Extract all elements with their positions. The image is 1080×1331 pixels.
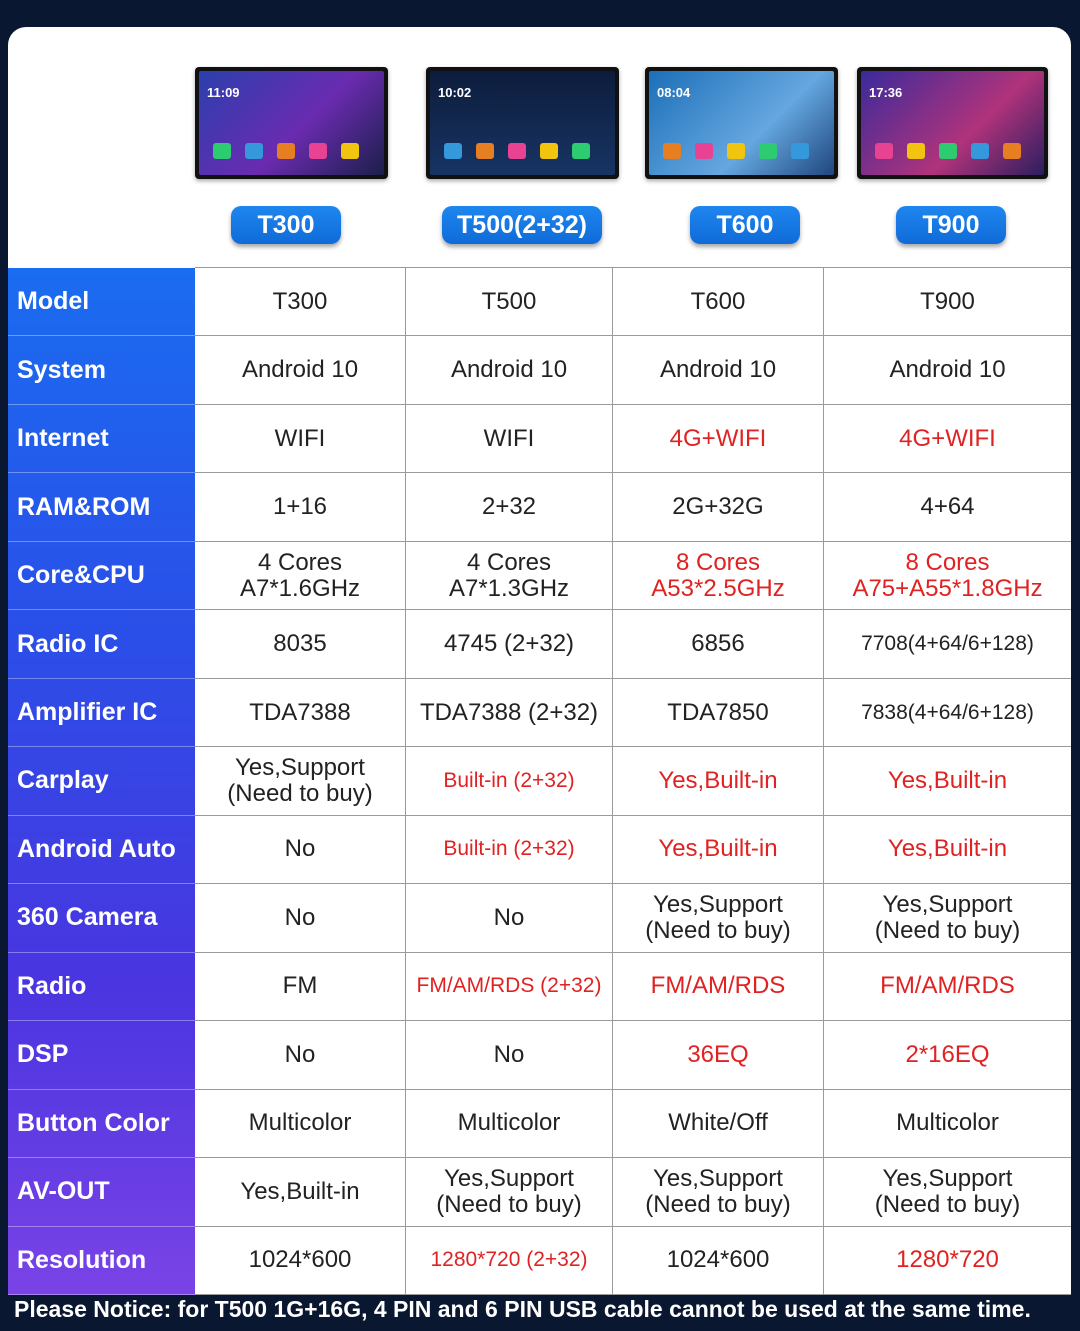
- row-label: Android Auto: [8, 816, 195, 884]
- spec-cell: Yes,Support (Need to buy): [824, 884, 1071, 952]
- row-label: Resolution: [8, 1227, 195, 1295]
- spec-cell: 1024*600: [195, 1227, 406, 1295]
- app-tile-icon: [791, 143, 809, 159]
- spec-cell: FM: [195, 953, 406, 1021]
- comparison-card: [8, 27, 1071, 1295]
- app-tile-icon: [1003, 143, 1021, 159]
- spec-cell: FM/AM/RDS: [613, 953, 824, 1021]
- app-tile-icon: [277, 143, 295, 159]
- spec-cell: 6856: [613, 610, 824, 678]
- app-tile-icon: [727, 143, 745, 159]
- spec-cell: WIFI: [406, 405, 613, 473]
- spec-cell: Yes,Support (Need to buy): [195, 747, 406, 815]
- spec-cell: WIFI: [195, 405, 406, 473]
- screen-clock: 17:36: [869, 85, 903, 100]
- spec-cell: Android 10: [195, 336, 406, 404]
- row-label: 360 Camera: [8, 884, 195, 952]
- spec-cell: Android 10: [613, 336, 824, 404]
- spec-cell: TDA7388 (2+32): [406, 679, 613, 747]
- spec-cell: 4745 (2+32): [406, 610, 613, 678]
- spec-cell: 1+16: [195, 473, 406, 541]
- spec-cell: Built-in (2+32): [406, 747, 613, 815]
- app-tile-icon: [939, 143, 957, 159]
- spec-cell: No: [195, 884, 406, 952]
- spec-cell: Yes,Support (Need to buy): [406, 1158, 613, 1226]
- spec-cell: No: [195, 1021, 406, 1089]
- app-tile-icon: [341, 143, 359, 159]
- app-tile-icon: [572, 143, 590, 159]
- spec-cell: 2+32: [406, 473, 613, 541]
- app-tile-icon: [245, 143, 263, 159]
- model-badge-2: T500(2+32): [442, 206, 602, 244]
- spec-cell: Multicolor: [195, 1090, 406, 1158]
- screen-clock: 10:02: [438, 85, 472, 100]
- product-image-4: [857, 67, 1048, 179]
- row-label: Button Color: [8, 1090, 195, 1158]
- product-image-1: [195, 67, 388, 179]
- app-tile-icon: [476, 143, 494, 159]
- spec-cell: 4G+WIFI: [824, 405, 1071, 473]
- spec-cell: Android 10: [406, 336, 613, 404]
- spec-cell: Yes,Support (Need to buy): [613, 1158, 824, 1226]
- spec-cell: 8 Cores A53*2.5GHz: [613, 542, 824, 610]
- spec-cell: T900: [824, 268, 1071, 336]
- spec-cell: Yes,Built-in: [824, 816, 1071, 884]
- row-label: Radio IC: [8, 610, 195, 678]
- spec-cell: 4 Cores A7*1.6GHz: [195, 542, 406, 610]
- screen-clock: 11:09: [207, 85, 240, 100]
- row-label: DSP: [8, 1021, 195, 1089]
- spec-cell: FM/AM/RDS: [824, 953, 1071, 1021]
- spec-cell: Yes,Built-in: [613, 747, 824, 815]
- spec-cell: No: [195, 816, 406, 884]
- spec-cell: 4G+WIFI: [613, 405, 824, 473]
- spec-cell: Built-in (2+32): [406, 816, 613, 884]
- spec-cell: FM/AM/RDS (2+32): [406, 953, 613, 1021]
- spec-cell: No: [406, 1021, 613, 1089]
- spec-cell: Yes,Built-in: [195, 1158, 406, 1226]
- spec-cell: 8 Cores A75+A55*1.8GHz: [824, 542, 1071, 610]
- app-tile-icon: [309, 143, 327, 159]
- notice-text: Please Notice: for T500 1G+16G, 4 PIN and 6 PIN USB cable cannot be used at the same time.: [14, 1296, 1031, 1322]
- head-unit-screen: [861, 71, 1044, 175]
- spec-cell: 7708(4+64/6+128): [824, 610, 1071, 678]
- spec-cell: 36EQ: [613, 1021, 824, 1089]
- spec-cell: T600: [613, 268, 824, 336]
- app-tile-icon: [759, 143, 777, 159]
- app-tile-icon: [444, 143, 462, 159]
- spec-cell: 4 Cores A7*1.3GHz: [406, 542, 613, 610]
- spec-cell: 8035: [195, 610, 406, 678]
- app-tile-icon: [907, 143, 925, 159]
- model-badge-1: T300: [231, 206, 341, 244]
- app-tile-icon: [875, 143, 893, 159]
- model-badge-4: T900: [896, 206, 1006, 244]
- row-label: System: [8, 336, 195, 404]
- row-label: RAM&ROM: [8, 473, 195, 541]
- product-image-3: [645, 67, 838, 179]
- spec-cell: 2*16EQ: [824, 1021, 1071, 1089]
- spec-cell: TDA7388: [195, 679, 406, 747]
- product-image-2: [426, 67, 619, 179]
- app-tile-icon: [540, 143, 558, 159]
- spec-cell: TDA7850: [613, 679, 824, 747]
- spec-cell: T300: [195, 268, 406, 336]
- spec-cell: 7838(4+64/6+128): [824, 679, 1071, 747]
- spec-cell: No: [406, 884, 613, 952]
- app-tile-icon: [971, 143, 989, 159]
- row-label: Carplay: [8, 747, 195, 815]
- spec-label-column: [8, 268, 195, 1295]
- spec-cell: Yes,Support (Need to buy): [824, 1158, 1071, 1226]
- spec-cell: Yes,Support (Need to buy): [613, 884, 824, 952]
- spec-cell: 4+64: [824, 473, 1071, 541]
- spec-cell: T500: [406, 268, 613, 336]
- row-label: AV-OUT: [8, 1158, 195, 1226]
- screen-clock: 08:04: [657, 85, 691, 100]
- app-tile-icon: [663, 143, 681, 159]
- spec-cell: 1024*600: [613, 1227, 824, 1295]
- spec-grid: [195, 268, 1071, 1295]
- model-badge-3: T600: [690, 206, 800, 244]
- row-label: Radio: [8, 953, 195, 1021]
- row-label: Amplifier IC: [8, 679, 195, 747]
- spec-cell: Android 10: [824, 336, 1071, 404]
- spec-cell: Multicolor: [406, 1090, 613, 1158]
- app-tile-icon: [695, 143, 713, 159]
- spec-cell: Yes,Built-in: [824, 747, 1071, 815]
- head-unit-screen: [649, 71, 834, 175]
- head-unit-screen: [199, 71, 384, 175]
- spec-cell: Yes,Built-in: [613, 816, 824, 884]
- spec-cell: 2G+32G: [613, 473, 824, 541]
- spec-cell: White/Off: [613, 1090, 824, 1158]
- spec-cell: 1280*720 (2+32): [406, 1227, 613, 1295]
- spec-cell: Multicolor: [824, 1090, 1071, 1158]
- head-unit-screen: [430, 71, 615, 175]
- spec-cell: 1280*720: [824, 1227, 1071, 1295]
- row-label: Core&CPU: [8, 542, 195, 610]
- row-label: Internet: [8, 405, 195, 473]
- row-label: Model: [8, 268, 195, 336]
- app-tile-icon: [213, 143, 231, 159]
- app-tile-icon: [508, 143, 526, 159]
